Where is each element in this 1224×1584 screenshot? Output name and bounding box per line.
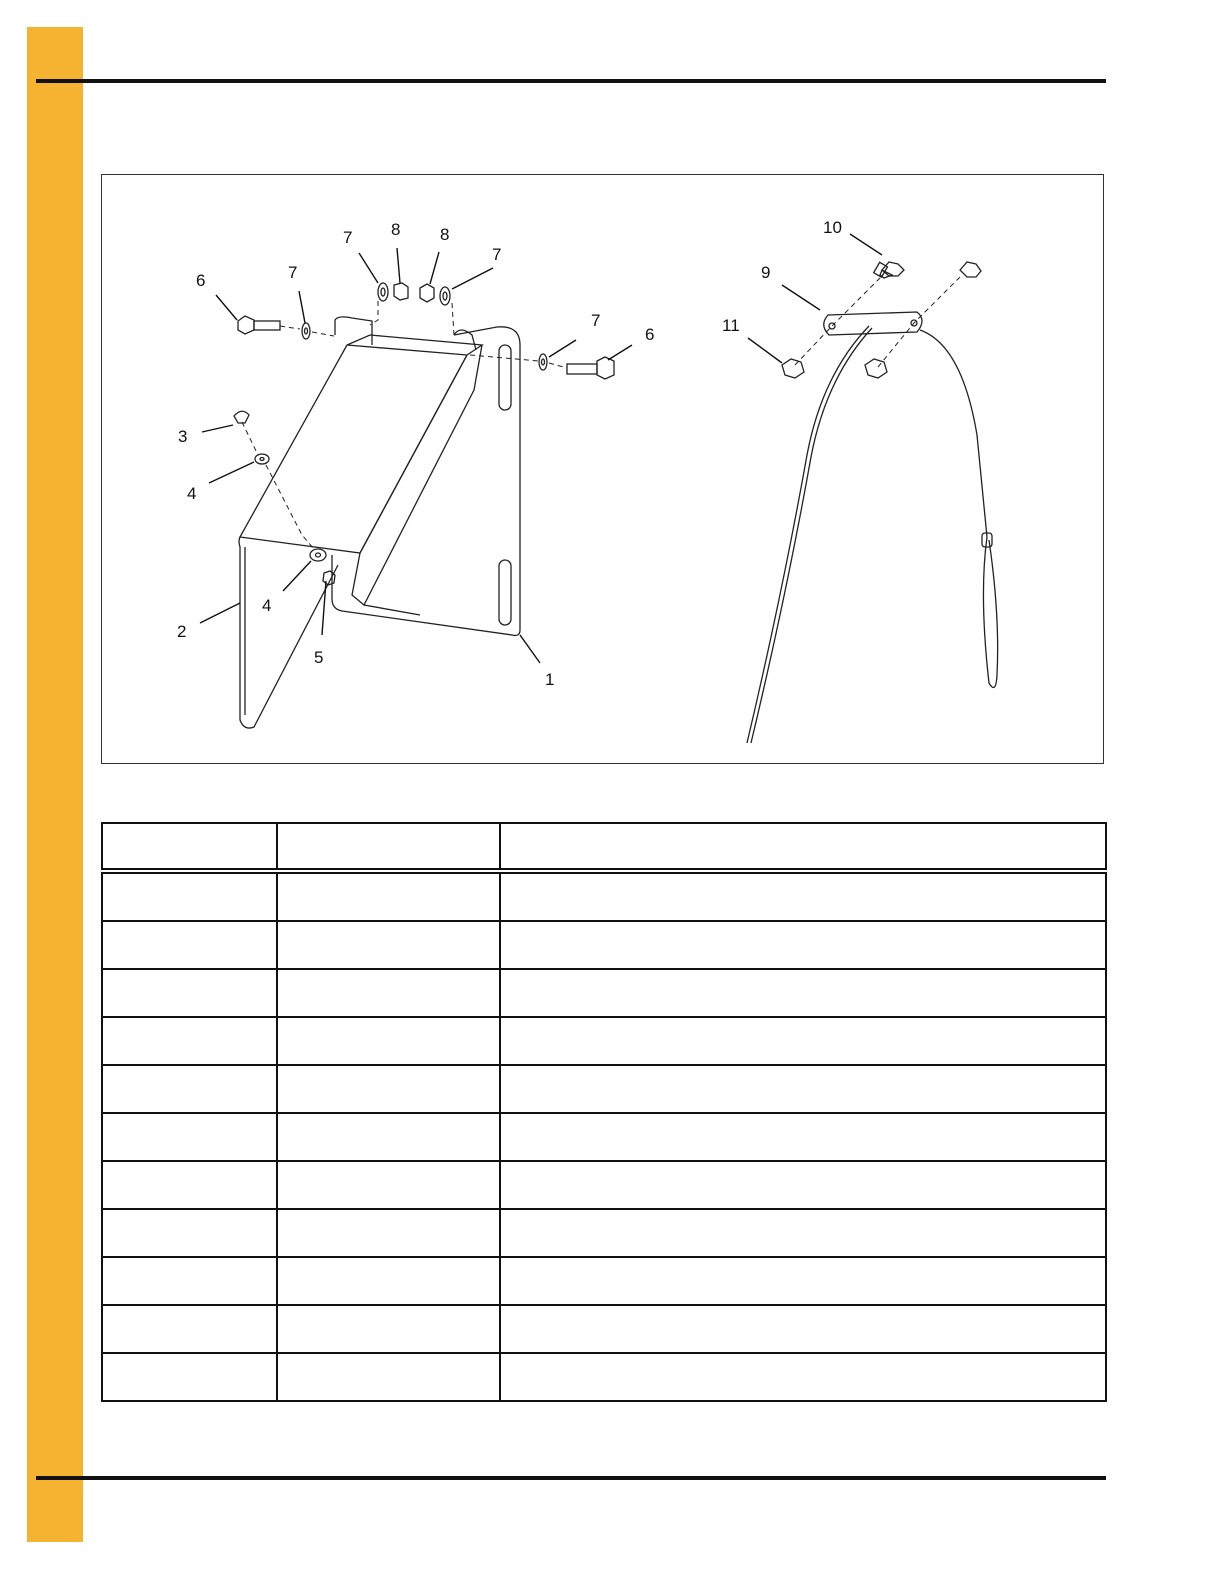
table-header-row	[102, 823, 1106, 871]
callout-7-top-right: 7	[492, 245, 502, 264]
footer-rule	[36, 1476, 1106, 1480]
table-cell	[277, 1065, 500, 1113]
header-rule	[36, 79, 1106, 83]
parts-list-table	[101, 822, 1107, 1402]
table-cell	[102, 1257, 277, 1305]
exploded-parts-diagram	[101, 174, 1104, 764]
table-row	[102, 969, 1106, 1017]
table-row	[102, 921, 1106, 969]
callout-2: 2	[177, 622, 187, 641]
diagram-callouts	[177, 218, 842, 689]
callout-8-left: 8	[391, 220, 401, 239]
table-cell	[277, 1209, 500, 1257]
table-row	[102, 1257, 1106, 1305]
table-row	[102, 1113, 1106, 1161]
table-cell	[277, 1161, 500, 1209]
table-cell	[102, 1161, 277, 1209]
table-cell	[277, 1017, 500, 1065]
callout-1: 1	[545, 670, 555, 689]
table-cell	[500, 1017, 1106, 1065]
table-cell	[500, 1353, 1106, 1401]
callout-6-right: 6	[645, 325, 655, 344]
table-cell	[277, 921, 500, 969]
table-cell	[500, 1065, 1106, 1113]
table-row	[102, 1017, 1106, 1065]
table-cell	[102, 921, 277, 969]
table-cell	[277, 1353, 500, 1401]
side-tab-bar	[27, 27, 83, 1542]
callout-3: 3	[178, 427, 188, 446]
callout-9: 9	[761, 263, 771, 282]
callout-10: 10	[823, 218, 842, 237]
table-row	[102, 871, 1106, 921]
table-cell	[500, 1113, 1106, 1161]
table-cell	[102, 1113, 277, 1161]
callout-11: 11	[722, 316, 740, 335]
table-cell	[277, 1257, 500, 1305]
table-cell	[500, 1209, 1106, 1257]
table-cell	[277, 969, 500, 1017]
column-header-description	[500, 823, 1106, 871]
table-cell	[500, 969, 1106, 1017]
table-cell	[500, 1305, 1106, 1353]
table-row	[102, 1065, 1106, 1113]
table-cell	[102, 1305, 277, 1353]
table-row	[102, 1305, 1106, 1353]
table-cell	[277, 1113, 500, 1161]
column-header-ref	[102, 823, 277, 871]
callout-5: 5	[314, 648, 324, 667]
table-cell	[500, 1161, 1106, 1209]
table-cell	[277, 871, 500, 921]
column-header-part	[277, 823, 500, 871]
table-cell	[500, 1257, 1106, 1305]
table-cell	[500, 871, 1106, 921]
table-cell	[500, 921, 1106, 969]
callout-6-left: 6	[196, 271, 206, 290]
callout-7-right: 7	[591, 311, 601, 330]
callout-8-right: 8	[440, 225, 450, 244]
table-cell	[102, 1353, 277, 1401]
callout-7-left: 7	[288, 263, 298, 282]
table-cell	[102, 969, 277, 1017]
table-cell	[102, 871, 277, 921]
table-row	[102, 1209, 1106, 1257]
callout-4-bottom: 4	[262, 596, 272, 615]
table-cell	[102, 1065, 277, 1113]
table-row	[102, 1353, 1106, 1401]
table-cell	[102, 1017, 277, 1065]
callout-7-top-left: 7	[343, 228, 353, 247]
table-row	[102, 1161, 1106, 1209]
table-cell	[277, 1305, 500, 1353]
callout-4-top: 4	[187, 484, 197, 503]
table-cell	[102, 1209, 277, 1257]
